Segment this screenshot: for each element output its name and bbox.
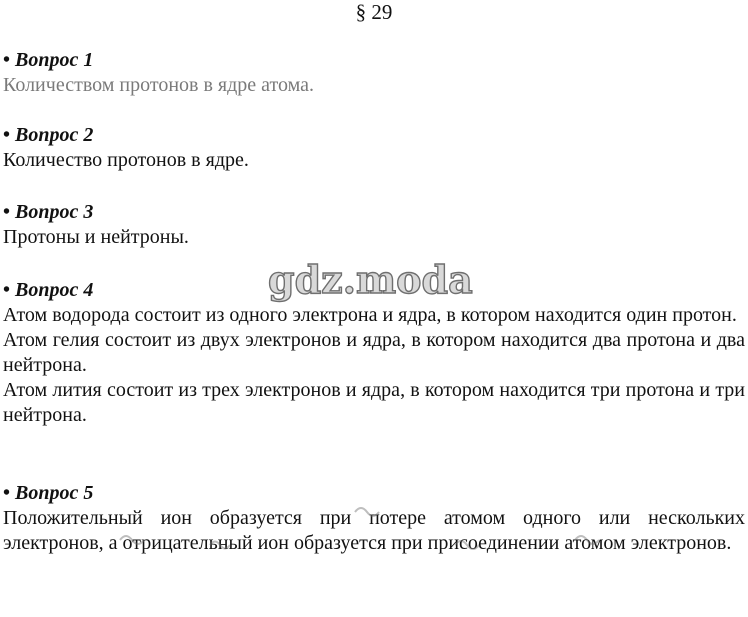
answer-text (3, 303, 745, 428)
question-label: Вопрос 2 (15, 124, 94, 146)
bullet: • (3, 201, 11, 223)
answer-text (3, 225, 745, 250)
question-label: Вопрос 4 (15, 279, 94, 301)
bullet: • (3, 49, 11, 71)
answer-paragraph: Количеством протонов в ядре атома. (3, 74, 315, 96)
question-heading (3, 199, 745, 225)
answer-paragraph: Атом гелия состоит из двух электронов и ядра, в котором находится два протона и два нейтрона. (3, 329, 745, 376)
question-heading (3, 47, 745, 73)
bullet: • (3, 482, 11, 504)
bullet: • (3, 279, 11, 301)
answer-paragraph: Протоны и нейтроны. (3, 226, 189, 248)
answer-paragraph: Положительный ион образуется при потере атомом одного или нескольких электронов, а отрицательный ион образуется при присоединении атомом электронов. (3, 507, 745, 554)
question-block-2 (3, 122, 745, 173)
answer-text (3, 148, 745, 173)
question-block-3 (3, 199, 745, 250)
answer-paragraph: Количество протонов в ядре. (3, 149, 249, 171)
bullet: • (3, 124, 11, 146)
watermark-logo: gdz.moda (268, 257, 473, 302)
section-title: § 29 (355, 0, 393, 24)
answer-text (3, 506, 745, 556)
question-label: Вопрос 3 (15, 201, 94, 223)
answer-paragraph: Атом лития состоит из трех электронов и ядра, в котором находится три протона и три нейтрона. (3, 379, 745, 426)
question-block-5 (3, 480, 745, 556)
answer-paragraph: Атом водорода состоит из одного электрона и ядра, в котором находится один протон. (3, 304, 737, 326)
question-label: Вопрос 5 (15, 482, 94, 504)
question-heading (3, 277, 745, 303)
question-block-1 (3, 47, 745, 98)
question-heading (3, 122, 745, 148)
question-block-4 (3, 277, 745, 428)
question-heading (3, 480, 745, 506)
question-label: Вопрос 1 (15, 49, 94, 71)
answer-text (3, 73, 745, 98)
